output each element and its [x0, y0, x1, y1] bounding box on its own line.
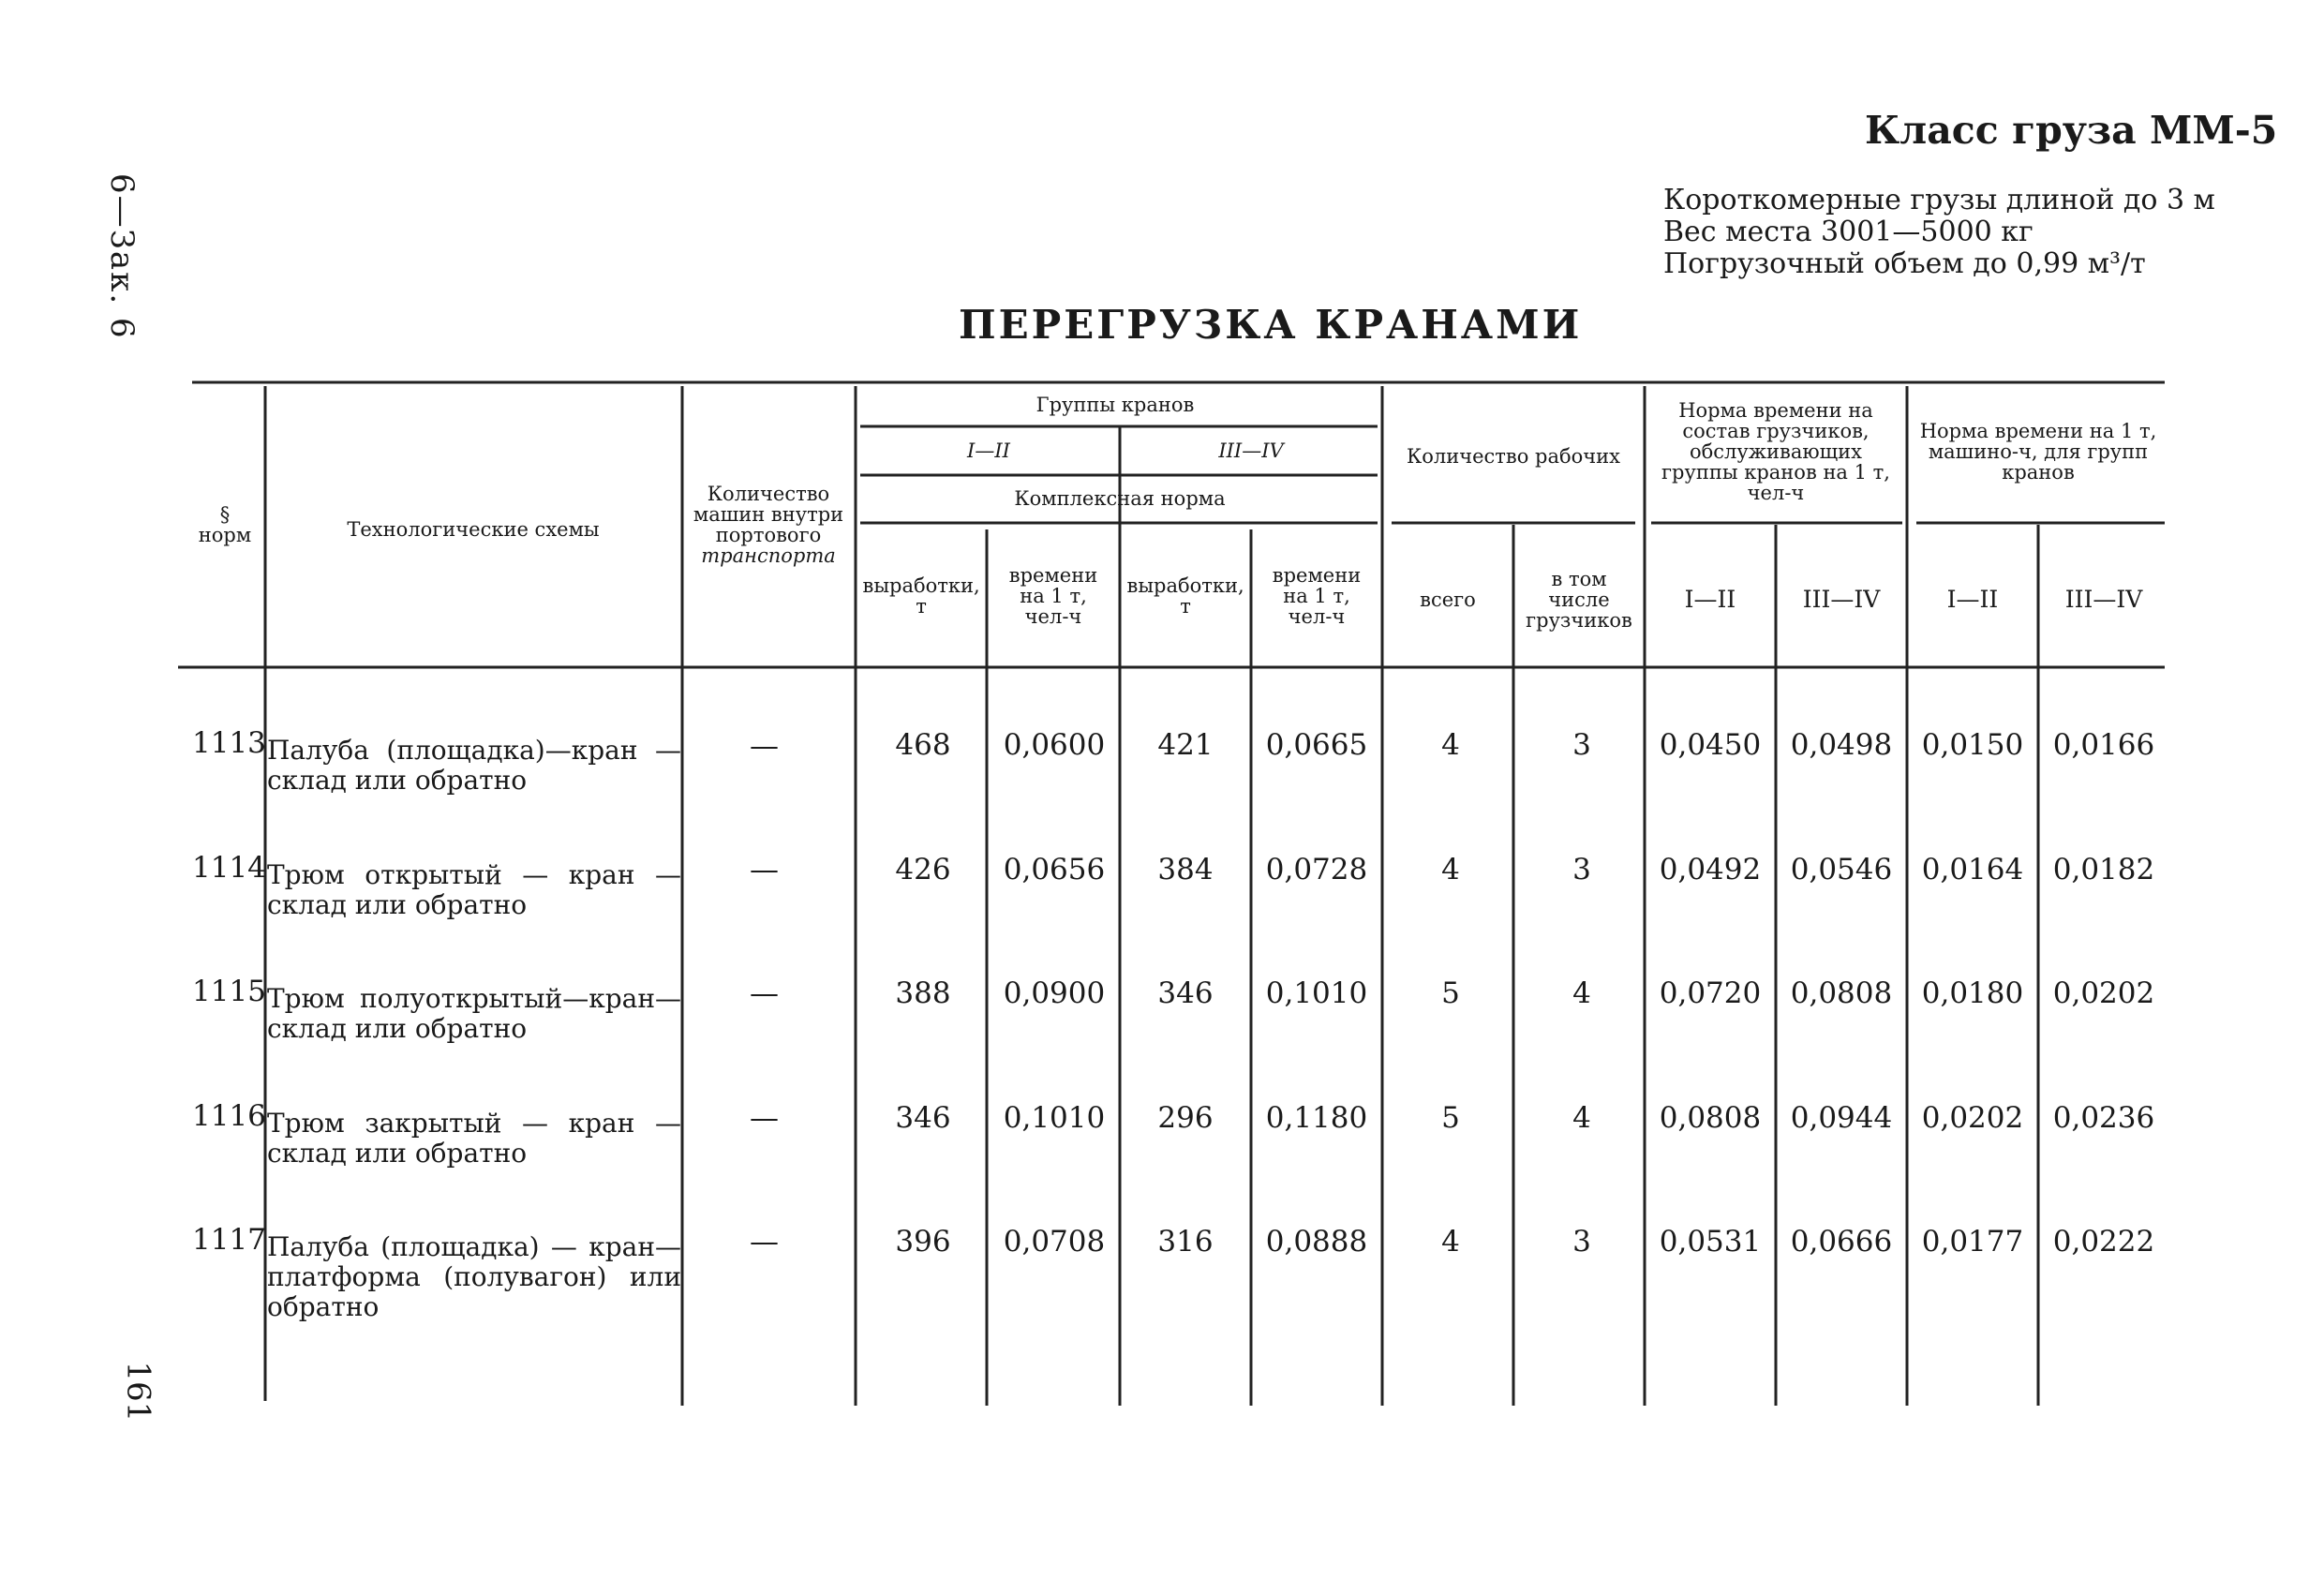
row-output-1-2: 346 [895, 1101, 951, 1135]
row-time-1-2: 0,1010 [1003, 1101, 1106, 1135]
row-crew-1-2: 0,0808 [1659, 1101, 1762, 1135]
row-workers-loaders: 3 [1572, 853, 1591, 886]
row-scheme: Трюм открытый — кран — склад или обратно [267, 859, 681, 920]
row-output-1-2: 426 [895, 853, 951, 886]
row-norm: 1115 [192, 975, 266, 1008]
row-machines: — [750, 976, 779, 1010]
row-machine-3-4: 0,0236 [2052, 1101, 2155, 1135]
row-scheme: Трюм полуоткрытый—кран— склад или обратно [267, 983, 681, 1044]
row-time-1-2: 0,0900 [1003, 976, 1106, 1010]
row-machines: — [750, 1225, 779, 1259]
header-time-norm-crew: Норма времени на состав грузчиков, обслуживающих группы кранов на 1 т, чел-ч [1661, 399, 1890, 504]
row-scheme: Палуба (площадка)—кран — склад или обратно [267, 735, 681, 796]
header-machines [684, 484, 853, 566]
cargo-info-volume: Погрузочный объем до 0,99 м³/т [1663, 247, 2146, 280]
cargo-info-weight: Вес места 3001—5000 кг [1663, 216, 2034, 248]
row-norm: 1114 [192, 851, 266, 885]
row-workers-loaders: 3 [1572, 728, 1591, 762]
row-output-3-4: 296 [1157, 1101, 1214, 1135]
row-time-1-2: 0,0656 [1003, 853, 1106, 886]
row-scheme: Трюм закрытый — кран — склад или обратно [267, 1108, 681, 1169]
header-time-3-4: времени на 1 т, чел-ч [1272, 564, 1362, 628]
row-workers-total: 4 [1441, 1225, 1460, 1259]
row-machine-3-4: 0,0222 [2052, 1225, 2155, 1259]
header-crew-3-4: III—IV [1802, 586, 1881, 613]
row-crew-1-2: 0,0450 [1659, 728, 1762, 762]
row-machine-1-2: 0,0150 [1921, 728, 2024, 762]
row-workers-loaders: 4 [1572, 976, 1591, 1010]
row-output-1-2: 396 [895, 1225, 951, 1259]
row-norm: 1116 [192, 1099, 266, 1133]
row-crew-3-4: 0,0546 [1790, 853, 1893, 886]
row-output-3-4: 316 [1157, 1225, 1214, 1259]
row-machine-3-4: 0,0166 [2052, 728, 2155, 762]
row-crew-3-4: 0,0808 [1790, 976, 1893, 1010]
row-machine-1-2: 0,0177 [1921, 1225, 2024, 1259]
header-machine-1-2: I—II [1946, 586, 1999, 613]
header-time-1-2: времени на 1 т, чел-ч [1008, 564, 1098, 628]
row-machine-3-4: 0,0202 [2052, 976, 2155, 1010]
row-output-3-4: 421 [1157, 728, 1214, 762]
row-norm: 1113 [192, 726, 266, 760]
row-machines: — [750, 853, 779, 886]
row-crew-3-4: 0,0944 [1790, 1101, 1893, 1135]
row-crew-1-2: 0,0531 [1659, 1225, 1762, 1259]
row-scheme: Палуба (площадка) — кран— платформа (полувагон) или обратно [267, 1231, 681, 1322]
header-machines-text: Количество машин внутри портового [693, 483, 844, 546]
header-complex-norm: Комплексная норма [1014, 487, 1226, 510]
header-group-3-4: III—IV [1218, 439, 1284, 462]
header-machine-3-4: III—IV [2064, 586, 2143, 613]
row-time-3-4: 0,0665 [1265, 728, 1368, 762]
row-machine-3-4: 0,0182 [2052, 853, 2155, 886]
row-crew-3-4: 0,0666 [1790, 1225, 1893, 1259]
side-label: 6—Зак. 6 [103, 173, 141, 340]
row-machines: — [750, 729, 779, 763]
row-workers-loaders: 3 [1572, 1225, 1591, 1259]
row-workers-total: 4 [1441, 728, 1460, 762]
row-machine-1-2: 0,0180 [1921, 976, 2024, 1010]
header-scheme: Технологические схемы [347, 518, 600, 541]
header-workers: Количество рабочих [1406, 445, 1621, 468]
header-machines-italic: транспорта [701, 544, 836, 567]
row-time-1-2: 0,0600 [1003, 728, 1106, 762]
row-output-1-2: 388 [895, 976, 951, 1010]
row-norm: 1117 [192, 1223, 266, 1257]
row-crew-1-2: 0,0720 [1659, 976, 1762, 1010]
row-machine-1-2: 0,0164 [1921, 853, 2024, 886]
row-machines: — [750, 1101, 779, 1135]
row-time-3-4: 0,0728 [1265, 853, 1368, 886]
row-crew-1-2: 0,0492 [1659, 853, 1762, 886]
header-norm-number: § норм [198, 503, 252, 546]
header-workers-loaders: в том числе грузчиков [1526, 568, 1632, 632]
row-output-3-4: 346 [1157, 976, 1214, 1010]
row-machine-1-2: 0,0202 [1921, 1101, 2024, 1135]
row-workers-total: 5 [1441, 976, 1460, 1010]
header-crane-groups: Группы кранов [1035, 394, 1195, 416]
header-workers-total: всего [1420, 588, 1476, 611]
row-workers-total: 4 [1441, 853, 1460, 886]
cargo-class-heading: Класс груза ММ-5 [1865, 108, 2278, 153]
row-workers-loaders: 4 [1572, 1101, 1591, 1135]
row-output-1-2: 468 [895, 728, 951, 762]
row-output-3-4: 384 [1157, 853, 1214, 886]
row-workers-total: 5 [1441, 1101, 1460, 1135]
header-output-3-4: выработки, т [1126, 574, 1244, 618]
cargo-info-length: Короткомерные грузы длиной до 3 м [1663, 184, 2215, 216]
row-time-1-2: 0,0708 [1003, 1225, 1106, 1259]
header-output-1-2: выработки, т [862, 574, 980, 618]
header-crew-1-2: I—II [1684, 586, 1736, 613]
row-time-3-4: 0,1010 [1265, 976, 1368, 1010]
page-title: ПЕРЕГРУЗКА КРАНАМИ [959, 302, 1583, 348]
row-crew-3-4: 0,0498 [1790, 728, 1893, 762]
page-number: 161 [119, 1361, 157, 1423]
row-time-3-4: 0,1180 [1265, 1101, 1368, 1135]
header-time-norm-machine: Норма времени на 1 т, машино-ч, для групп кранов [1919, 420, 2157, 484]
row-time-3-4: 0,0888 [1265, 1225, 1368, 1259]
header-group-1-2: I—II [967, 439, 1010, 462]
